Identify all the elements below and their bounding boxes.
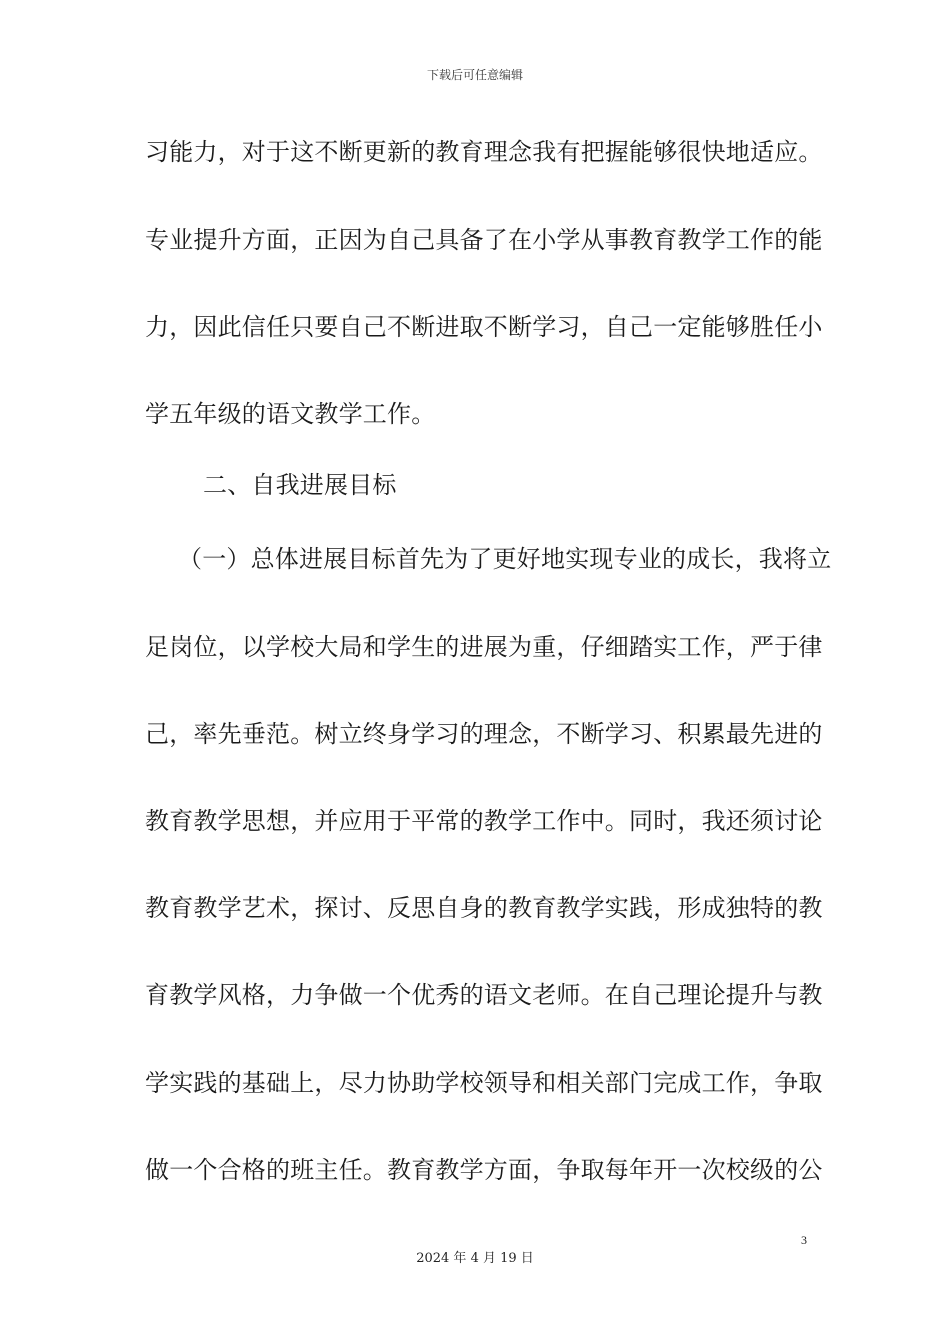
body-line-10: 教育教学艺术，探讨、反思自身的教育教学实践，形成独特的教: [145, 894, 823, 922]
body-line-1: 习能力，对于这不断更新的教育理念我有把握能够很快地适应。: [145, 138, 823, 166]
body-line-7: 足岗位，以学校大局和学生的进展为重，仔细踏实工作，严于律: [145, 633, 823, 661]
body-line-13: 做一个合格的班主任。教育教学方面，争取每年开一次校级的公: [145, 1156, 823, 1184]
body-line-8: 己，率先垂范。树立终身学习的理念，不断学习、积累最先进的: [145, 720, 823, 748]
page-number: 3: [801, 1233, 807, 1247]
body-line-4: 学五年级的语文教学工作。: [145, 400, 436, 428]
body-line-3: 力，因此信任只要自己不断进取不断学习，自己一定能够胜任小: [145, 313, 823, 341]
section-heading: 二、自我进展目标: [203, 471, 397, 499]
body-line-11: 育教学风格，力争做一个优秀的语文老师。在自己理论提升与教: [145, 981, 823, 1009]
page-header: 下载后可任意编辑: [426, 68, 523, 82]
footer-date: 2024 年 4 月 19 日: [416, 1251, 534, 1266]
body-line-2: 专业提升方面，正因为自己具备了在小学从事教育教学工作的能: [145, 226, 823, 254]
body-line-12: 学实践的基础上，尽力协助学校领导和相关部门完成工作，争取: [145, 1069, 823, 1097]
body-line-6: （一）总体进展目标首先为了更好地实现专业的成长，我将立: [178, 545, 832, 573]
body-line-9: 教育教学思想，并应用于平常的教学工作中。同时，我还须讨论: [145, 807, 823, 835]
